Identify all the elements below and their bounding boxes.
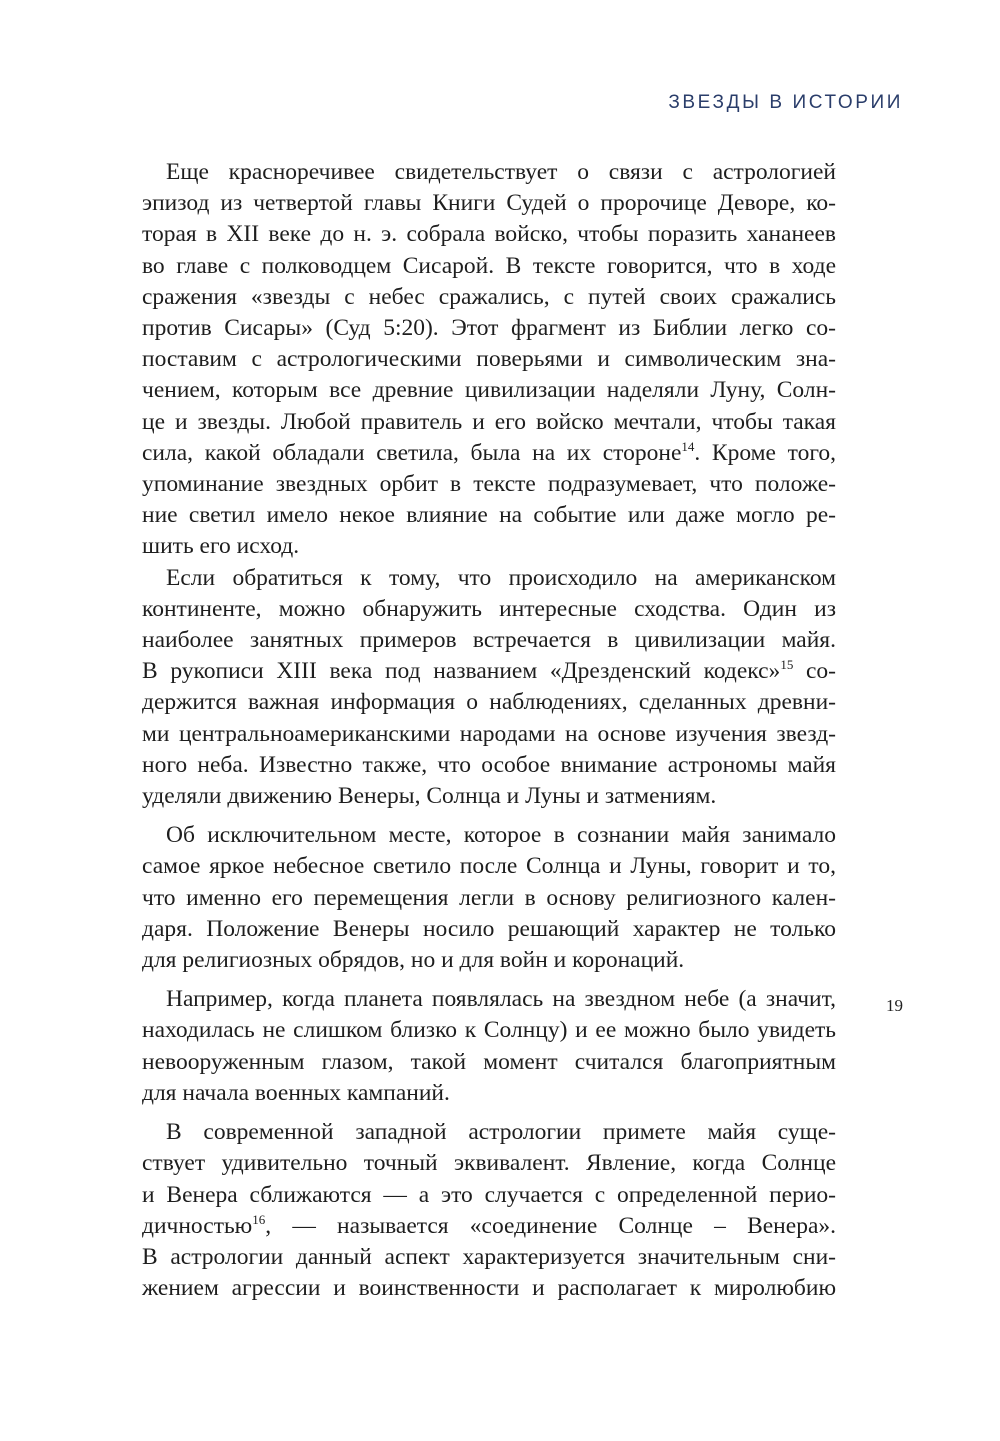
paragraph-5 <box>142 1117 836 1304</box>
text-fragment: В рукописи XIII века под названием «Дрезденский кодекс» <box>142 658 781 685</box>
text-line: ного неба. Известно также, что особое внимание астрономы майя <box>142 751 836 778</box>
footnote-ref-14[interactable]: 14 <box>681 438 695 454</box>
text-line <box>142 1211 836 1242</box>
text-fragment: со- <box>793 658 836 685</box>
footnote-ref-15[interactable]: 15 <box>780 657 794 673</box>
text-line: ние светил имело некое влияние на событие или даже могло ре- <box>142 502 836 529</box>
page-number: 19 <box>886 996 903 1015</box>
text-fragment: дичностью <box>142 1212 253 1239</box>
text-line: во главе с полководцем Сисарой. В тексте говорится, что в ходе <box>142 252 836 279</box>
text-line: и Венера сближаются — а это случается с определенной перио- <box>142 1181 836 1208</box>
text-line: держится важная информация о наблюдениях, сделанных древни- <box>142 689 836 716</box>
text-line: жением агрессии и воинственности и располагает к миролюбию <box>142 1275 836 1302</box>
text-fragment: , — называется «соединение Солнце – Венера». <box>265 1212 836 1239</box>
text-line: против Сисары» (Суд 5:20). Этот фрагмент из Библии легко со- <box>142 315 836 342</box>
footnote-ref-16[interactable]: 16 <box>252 1211 266 1227</box>
text-line: эпизод из четвертой главы Книги Судей о пророчице Деворе, ко- <box>142 190 836 217</box>
text-line: торая в XII веке до н. э. собрала войско, чтобы поразить хананеев <box>142 221 836 248</box>
text-line: чением, которым все древние цивилизации наделяли Луну, Солн- <box>142 377 836 404</box>
text-line: находилась не слишком близко к Солнцу) и ее можно было увидеть <box>142 1017 836 1044</box>
text-line: Например, когда планета появлялась на звездном небе (а значит, <box>166 986 836 1013</box>
text-line: це и звезды. Любой правитель и его войско мечтали, чтобы такая <box>142 408 836 435</box>
text-line: что именно его перемещения легли в основу религиозного кален- <box>142 884 836 911</box>
text-line: даря. Положение Венеры носило решающий характер не только <box>142 915 836 942</box>
text-line: Еще красноречивее свидетельствует о связи с астрологией <box>166 159 836 185</box>
text-line: для религиозных обрядов, но и для войн и коронаций. <box>142 947 685 974</box>
text-line: самое яркое небесное светило после Солнца и Луны, говорит и то, <box>142 853 836 880</box>
text-line: шить его исход. <box>142 533 300 560</box>
running-header: ЗВЕЗДЫ В ИСТОРИИ <box>668 92 903 113</box>
text-line: Об исключительном месте, которое в сознании майя занимало <box>166 822 836 849</box>
text-line: В астрологии данный аспект характеризуется значительным сни- <box>142 1243 836 1270</box>
text-line <box>142 656 836 687</box>
text-line: сражения «звезды с небес сражались, с путей своих сражались <box>142 283 836 310</box>
paragraph-2 <box>142 563 836 813</box>
text-line <box>142 438 836 469</box>
body-text <box>142 157 836 1304</box>
text-line: ми центральноамериканскими народами на основе изучения звезд- <box>142 720 836 747</box>
text-line: Если обратиться к тому, что происходило на американском <box>166 564 836 591</box>
text-fragment: . Кроме того, <box>694 439 837 466</box>
text-line: поставим с астрологическими поверьями и символическим зна- <box>142 346 836 373</box>
text-line: уделяли движению Венеры, Солнца и Луны и затмениям. <box>142 783 717 810</box>
text-line: для начала военных кампаний. <box>142 1079 450 1106</box>
paragraph-4 <box>142 984 836 1109</box>
paragraph-1 <box>142 157 836 563</box>
text-line: континенте, можно обнаружить интересные сходства. Один из <box>142 595 836 622</box>
paragraph-3 <box>142 820 836 976</box>
text-line: В современной западной астрологии примете майя суще- <box>166 1119 836 1146</box>
text-line: наиболее занятных примеров встречается в цивилизации майя. <box>142 627 836 654</box>
text-line: ствует удивительно точный эквивалент. Явление, когда Солнце <box>142 1150 836 1177</box>
text-line: невооруженным глазом, такой момент считался благоприятным <box>142 1048 836 1075</box>
text-line: упоминание звездных орбит в тексте подразумевает, что положе- <box>142 471 836 498</box>
text-fragment: сила, какой обладали светила, была на их стороне <box>142 439 682 466</box>
